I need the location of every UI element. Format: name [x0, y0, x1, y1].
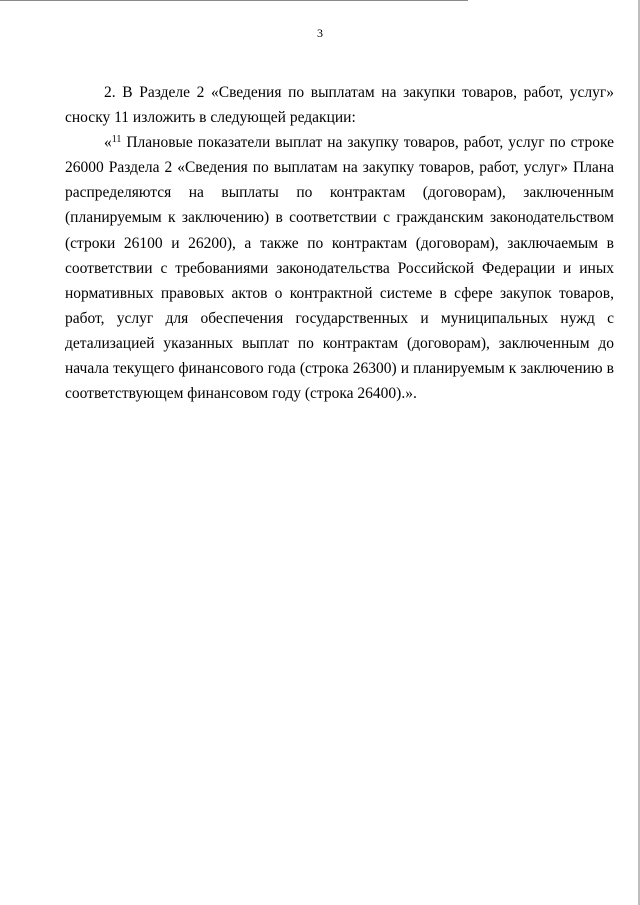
- opening-quote: «: [104, 134, 112, 152]
- paragraph-footnote-text: [65, 130, 614, 406]
- page-number: 3: [317, 26, 323, 40]
- footnote-body: Плановые показатели выплат на закупку товаров, работ, услуг по строке 26000 Раздела 2 «Сведения по выплатам на закупку товаров, работ, услуг» Плана распределяются на выплаты по контрактам (договорам), заключенным (планируемым к заключению) в соответствии с гражданским законодательством (строки 26100 и 26200), а также по контрактам (договорам), заключаемым в соответствии с требованиями законодательства Российской Федерации и иных нормативных правовых актов о контрактной системе в сфере закупок товаров, работ, услуг для обеспечения государственных и муниципальных нужд с детализацией указанных выплат по контрактам (договорам), заключенным до начала текущего финансового года (строка 26300) и планируемым к заключению в соответствующем финансовом году (строка 26400).».: [65, 134, 614, 403]
- scan-border-top: [0, 0, 468, 1]
- document-body: [65, 80, 614, 406]
- paragraph-instruction: 2. В Разделе 2 «Сведения по выплатам на закупки товаров, работ, услуг» сноску 11 изложить в следующей редакции:: [65, 84, 614, 127]
- footnote-mark: 11: [111, 134, 122, 146]
